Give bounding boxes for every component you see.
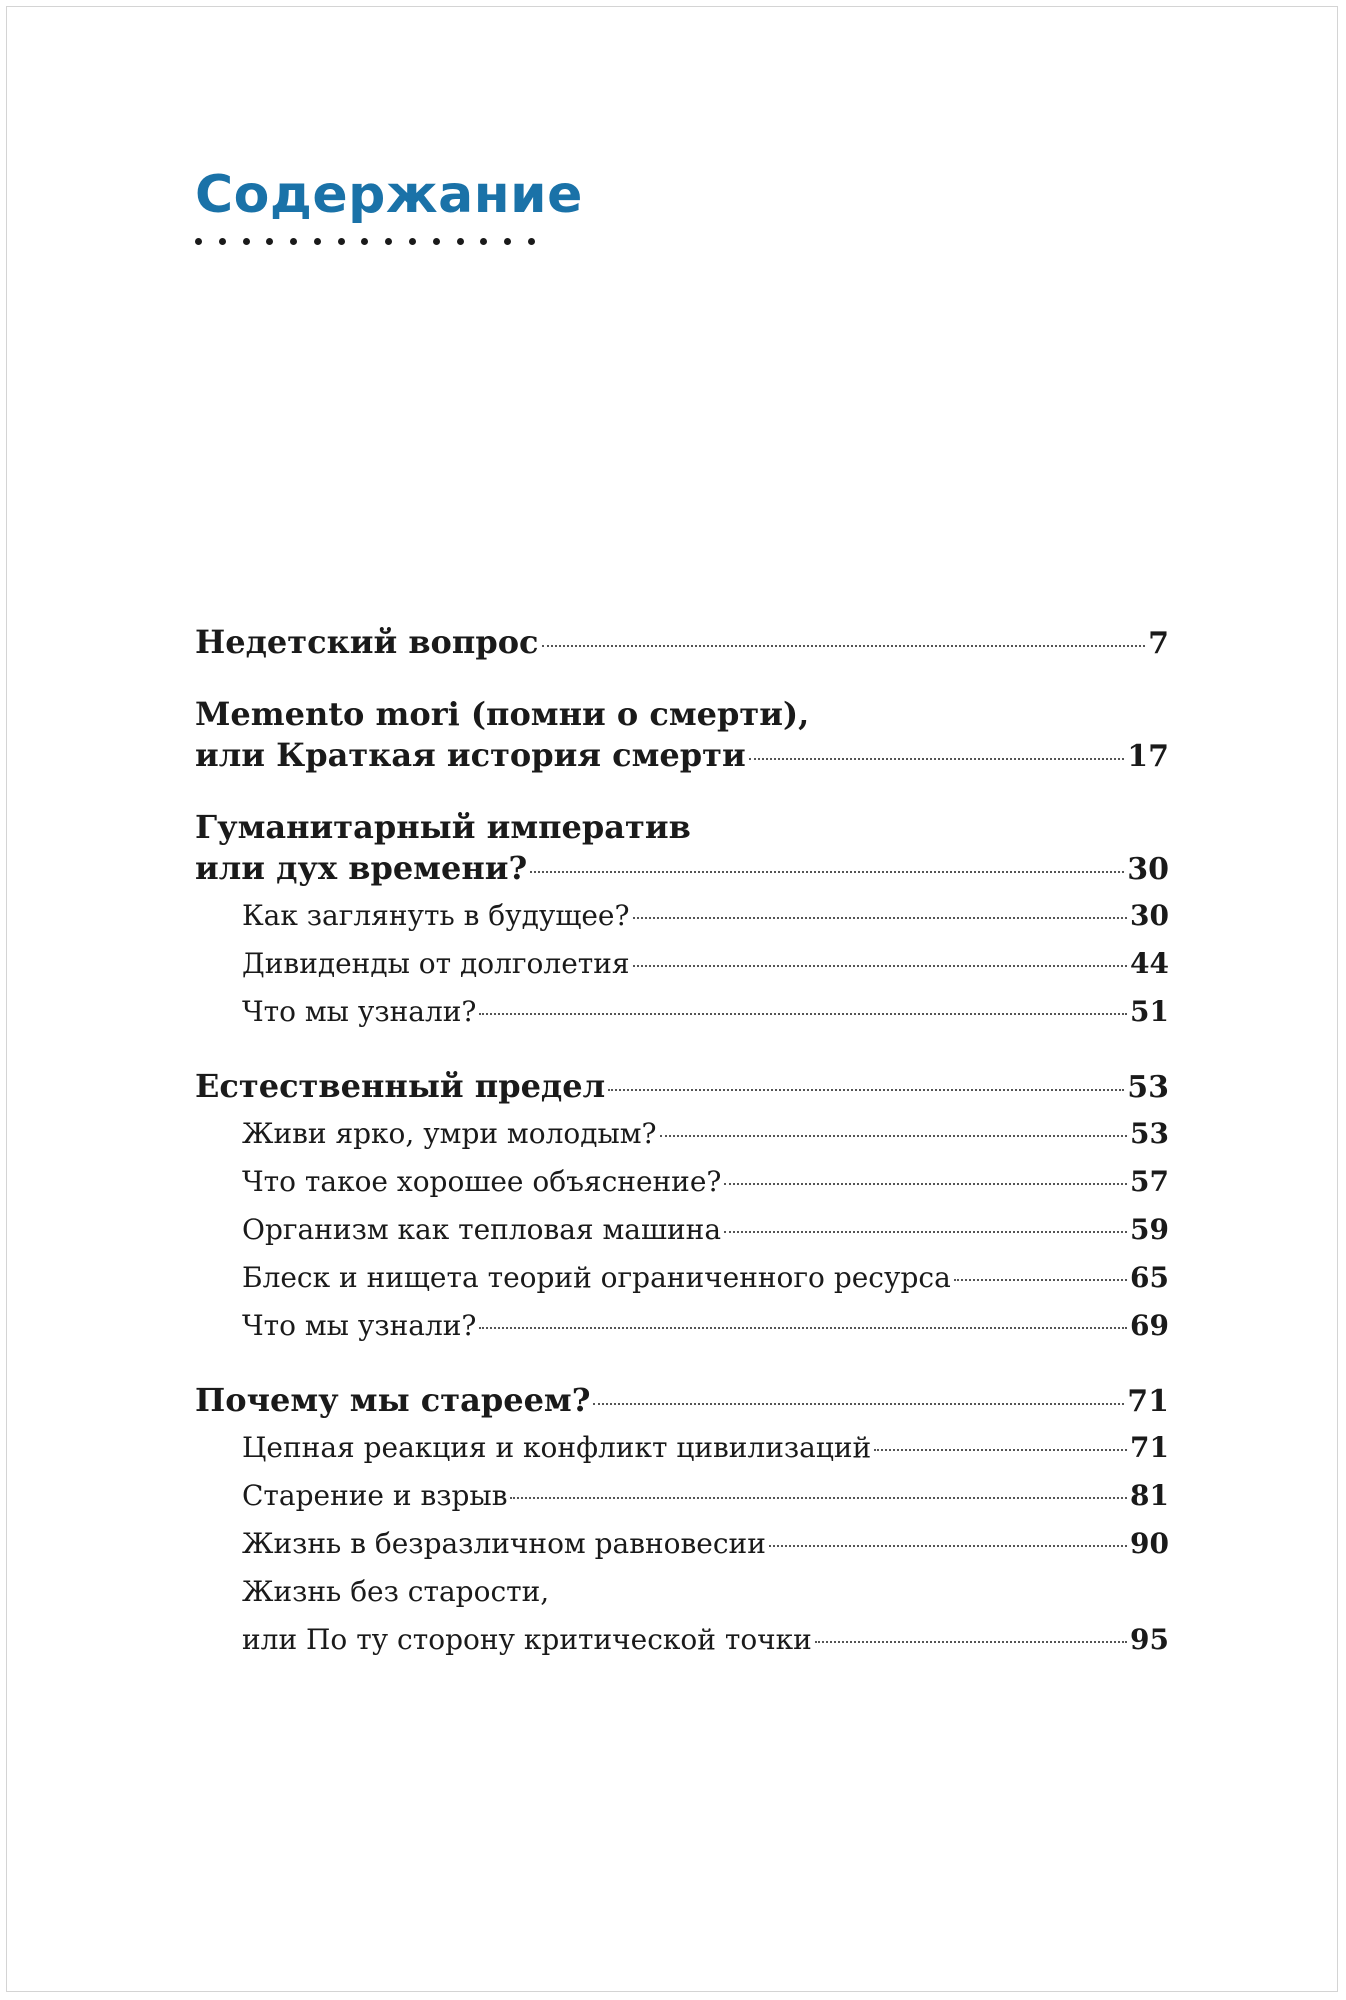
toc-subsection-entry[interactable] <box>195 1568 1169 1664</box>
dot-leader <box>633 965 1127 967</box>
title-dot-rule <box>195 236 535 246</box>
toc-subsection-entry[interactable] <box>195 1520 1169 1568</box>
page-number: 7 <box>1148 626 1169 661</box>
dot-leader <box>530 871 1124 873</box>
dot-leader <box>724 1183 1127 1185</box>
title-dot <box>480 238 487 245</box>
toc-entry-title-line: Что мы узнали? <box>242 995 477 1028</box>
toc-entry-row <box>242 1616 1169 1664</box>
page-number: 53 <box>1127 1070 1169 1105</box>
toc-entry-title-line: или По ту сторону критической точки <box>242 1623 812 1656</box>
toc-entry-row <box>242 1206 1169 1254</box>
toc-entry-row <box>242 940 1169 988</box>
toc-subsection-entry[interactable] <box>195 1424 1169 1472</box>
toc-section <box>195 1380 1169 1664</box>
toc-section <box>195 694 1169 777</box>
page-number: 90 <box>1130 1527 1169 1560</box>
title-dot <box>433 238 440 245</box>
page-number: 69 <box>1130 1309 1169 1342</box>
toc-subsection-entry[interactable] <box>195 1206 1169 1254</box>
toc-entry-title-line: Живи ярко, умри молодым? <box>242 1117 657 1150</box>
title-dot <box>385 238 392 245</box>
toc-subsection-entry[interactable] <box>195 1254 1169 1302</box>
title-dot <box>243 238 250 245</box>
dot-leader <box>510 1497 1127 1499</box>
toc-section <box>195 807 1169 1036</box>
toc-entry-row <box>242 1424 1169 1472</box>
toc-entry-row <box>195 848 1169 890</box>
toc-entry-title-line: Как заглянуть в будущее? <box>242 899 630 932</box>
toc-entry-title-line: Жизнь в безразличном равновесии <box>242 1527 766 1560</box>
title-dot <box>219 238 226 245</box>
title-dot <box>361 238 368 245</box>
dot-leader <box>724 1231 1127 1233</box>
page-number: 51 <box>1130 995 1169 1028</box>
title-dot <box>504 238 511 245</box>
toc-entry-row <box>242 1472 1169 1520</box>
toc-entry-title-line: Гуманитарный императив <box>195 808 691 846</box>
toc-entry-title-line: Дивиденды от долголетия <box>242 947 630 980</box>
toc-entry-row <box>242 988 1169 1036</box>
toc-entry-title-line: Блеск и нищета теорий ограниченного ресурса <box>242 1261 951 1294</box>
toc-entry-title-line: Недетский вопрос <box>195 623 539 661</box>
page-number: 65 <box>1130 1261 1169 1294</box>
toc-entry-title-line: Организм как тепловая машина <box>242 1213 722 1246</box>
toc-entry-title-line: Жизнь без старости, <box>242 1575 550 1608</box>
dot-leader <box>749 758 1125 760</box>
dot-leader <box>542 645 1146 647</box>
dot-leader <box>954 1279 1127 1281</box>
toc-section-entry[interactable] <box>195 1066 1169 1108</box>
page-number: 59 <box>1130 1213 1169 1246</box>
toc-section <box>195 1066 1169 1350</box>
title-dot <box>457 238 464 245</box>
toc-section-entry[interactable] <box>195 1380 1169 1422</box>
toc-subsection-entry[interactable] <box>195 1158 1169 1206</box>
dot-leader <box>633 917 1128 919</box>
toc-entry-row <box>242 1110 1169 1158</box>
title-dot <box>195 238 202 245</box>
dot-leader <box>608 1089 1124 1091</box>
toc-entry-title-line: или дух времени? <box>195 849 528 887</box>
page-title: Содержание <box>195 165 583 225</box>
toc-subsection-list <box>195 1424 1169 1664</box>
toc-entry-row <box>242 892 1169 940</box>
toc-entry-row <box>195 735 1169 777</box>
toc-entry-title-line: Цепная реакция и конфликт цивилизаций <box>242 1431 872 1464</box>
dot-leader <box>815 1641 1127 1643</box>
title-dot <box>528 238 535 245</box>
toc-entry-row <box>242 1158 1169 1206</box>
title-dot <box>266 238 273 245</box>
toc-entry-title-line: Старение и взрыв <box>242 1479 508 1512</box>
toc-entry-title-line: Естественный предел <box>195 1067 606 1105</box>
toc-entry-row <box>195 1066 1169 1108</box>
page-number: 53 <box>1130 1117 1169 1150</box>
page-number: 30 <box>1130 899 1169 932</box>
page-number: 71 <box>1127 1384 1169 1419</box>
toc-subsection-list <box>195 1110 1169 1350</box>
dot-leader <box>593 1403 1124 1405</box>
dot-leader <box>479 1327 1127 1329</box>
page-number: 71 <box>1130 1431 1169 1464</box>
dot-leader <box>479 1013 1127 1015</box>
page-number: 17 <box>1127 739 1169 774</box>
toc-section-entry[interactable] <box>195 622 1169 664</box>
toc-entry-row <box>242 1254 1169 1302</box>
toc-subsection-entry[interactable] <box>195 1302 1169 1350</box>
dot-leader <box>660 1135 1128 1137</box>
toc-section-entry[interactable] <box>195 807 1169 890</box>
dot-leader <box>769 1545 1127 1547</box>
toc-entry-row <box>242 1302 1169 1350</box>
toc-section-entry[interactable] <box>195 694 1169 777</box>
toc-subsection-list <box>195 892 1169 1036</box>
toc-subsection-entry[interactable] <box>195 988 1169 1036</box>
toc-subsection-entry[interactable] <box>195 940 1169 988</box>
toc-entry-row <box>195 1380 1169 1422</box>
title-dot <box>409 238 416 245</box>
toc-entry-title-line: Что такое хорошее объяснение? <box>242 1165 722 1198</box>
title-dot <box>338 238 345 245</box>
toc-entry-title-line: Что мы узнали? <box>242 1309 477 1342</box>
toc-entry-title-line: Почему мы стареем? <box>195 1381 591 1419</box>
toc-subsection-entry[interactable] <box>195 1110 1169 1158</box>
page-number: 81 <box>1130 1479 1169 1512</box>
title-dot <box>290 238 297 245</box>
toc-entry-row <box>195 622 1169 664</box>
toc-list <box>195 622 1169 1694</box>
page-number: 30 <box>1127 852 1169 887</box>
page-number: 95 <box>1130 1623 1169 1656</box>
page-number: 57 <box>1130 1165 1169 1198</box>
dot-leader <box>874 1449 1127 1451</box>
title-dot <box>314 238 321 245</box>
toc-entry-row <box>242 1520 1169 1568</box>
toc-subsection-entry[interactable] <box>195 892 1169 940</box>
toc-entry-title-line: или Краткая история смерти <box>195 736 746 774</box>
page-number: 44 <box>1130 947 1169 980</box>
toc-entry-title-line: Memento mori (помни о смерти), <box>195 695 810 733</box>
toc-section <box>195 622 1169 664</box>
toc-subsection-entry[interactable] <box>195 1472 1169 1520</box>
